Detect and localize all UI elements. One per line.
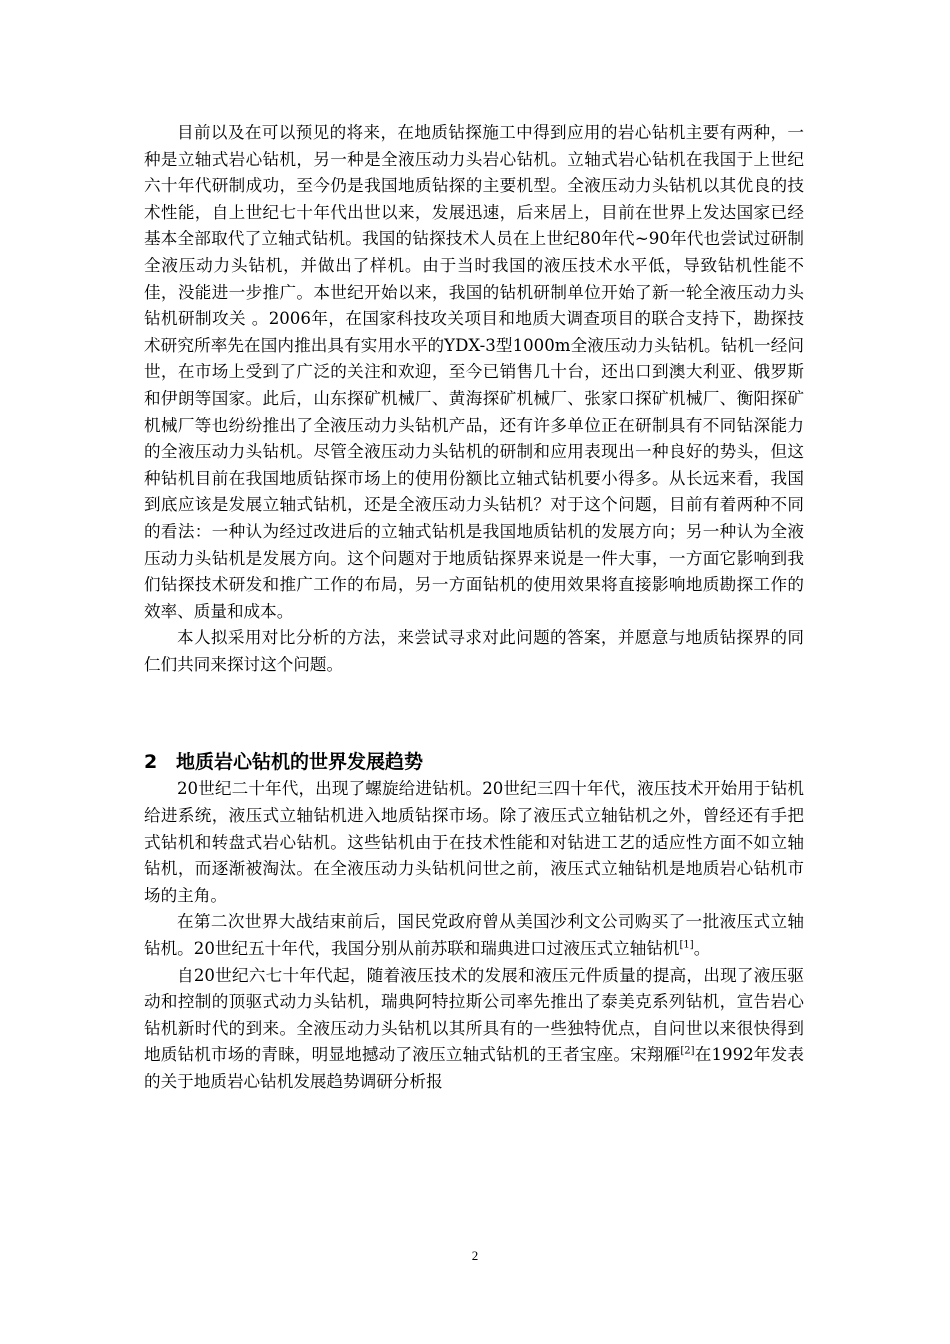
body-paragraph: 本人拟采用对比分析的方法，来尝试寻求对此问题的答案，并愿意与地质钻探界的同仁们共同来探讨这个问题。 [144,628,804,674]
section-number: 2 [144,751,158,774]
paragraph-text: 。 [693,939,711,959]
citation-ref: [1] [679,939,694,951]
body-paragraph: 目前以及在可以预见的将来，在地质钻探施工中得到应用的岩心钻机主要有两种，一种是立轴式岩心钻机，另一种是全液压动力头岩心钻机。立轴式岩心钻机在我国于上世纪六十年代研制成功，至今仍是我国地质钻探的主要机型。全液压动力头钻机以其优良的技术性能，自上世纪七十年代出世以来，发展迅速，后来居上，目前在世界上发达国家已经基本全部取代了立轴式钻机。我国的钻探技术人员在上世纪80年代~90年代也尝试过研制全液压动力头钻机，并做出了样机。由于当时我国的液压技术水平低，导致钻机性能不佳，没能进一步推广。本世纪开始以来，我国的钻机研制单位开始了新一轮全液压动力头钻机研制攻关 。2006年，在国家科技攻关项目和地质大调查项目的联合支持下，勘探技术研究所率先在国内推出具有实用水平的YDX-3型1000m全液压动力头钻机。钻机一经问世，在市场上受到了广泛的关注和欢迎，至今已销售几十台，还出口到澳大利亚、俄罗斯和伊朗等国家。此后，山东探矿机械厂、黄海探矿机械厂、张家口探矿机械厂、衡阳探矿机械厂等也纷纷推出了全液压动力头钻机产品，还有许多单位正在研制具有不同钻深能力的全液压动力头钻机。尽管全液压动力头钻机的研制和应用表现出一种良好的势头，但这种钻机目前在我国地质钻探市场上的使用份额比立轴式钻机要小得多。从长远来看，我国到底应该是发展立轴式钻机，还是全液压动力头钻机？对于这个问题，目前有着两种不同的看法：一种认为经过改进后的立轴式钻机是我国地质钻机的发展方向；另一种认为全液压动力头钻机是发展方向。这个问题对于地质钻探界来说是一件大事，一方面它影响到我们钻探技术研发和推广工作的布局，另一方面钻机的使用效果将直接影响地质勘探工作的效率、质量和成本。 [144,123,804,621]
page-number: 2 [471,1248,479,1263]
paragraph-text: 在1992年发表的关于地质岩心钻机发展趋势调研分析报 [144,1045,805,1091]
body-paragraph [144,963,804,1096]
section-heading [144,748,804,776]
paragraph-text: 在第二次世界大战结束前后，国民党政府曾从美国沙利文公司购买了一批液压式立轴钻机。20世纪五十年代，我国分别从前苏联和瑞典进口过液压式立轴钻机 [144,912,804,959]
citation-ref: [2] [680,1045,695,1057]
paragraph-text: 自20世纪六七十年代起，随着液压技术的发展和液压元件质量的提高，出现了液压驱动和控制的顶驱式动力头钻机，瑞典阿特拉斯公司率先推出了泰美克系列钻机，宣告岩心钻机新时代的到来。全液压动力头钻机以其所具有的一些独特优点，自问世以来很快得到地质钻机市场的青睐，明显地撼动了液压立轴式钻机的王者宝座。宋翔雁 [144,965,804,1065]
page-body [144,120,804,1096]
section-title: 地质岩心钻机的世界发展趋势 [176,751,424,774]
body-paragraph [144,909,804,962]
body-paragraph: 20世纪二十年代，出现了螺旋给进钻机。20世纪三四十年代，液压技术开始用于钻机给进系统，液压式立轴钻机进入地质钻探市场。除了液压式立轴钻机之外，曾经还有手把式钻机和转盘式岩心钻机。这些钻机由于在技术性能和对钻进工艺的适应性方面不如立轴钻机，而逐渐被淘汰。在全液压动力头钻机问世之前，液压式立轴钻机是地质岩心钻机市场的主角。 [144,779,804,905]
